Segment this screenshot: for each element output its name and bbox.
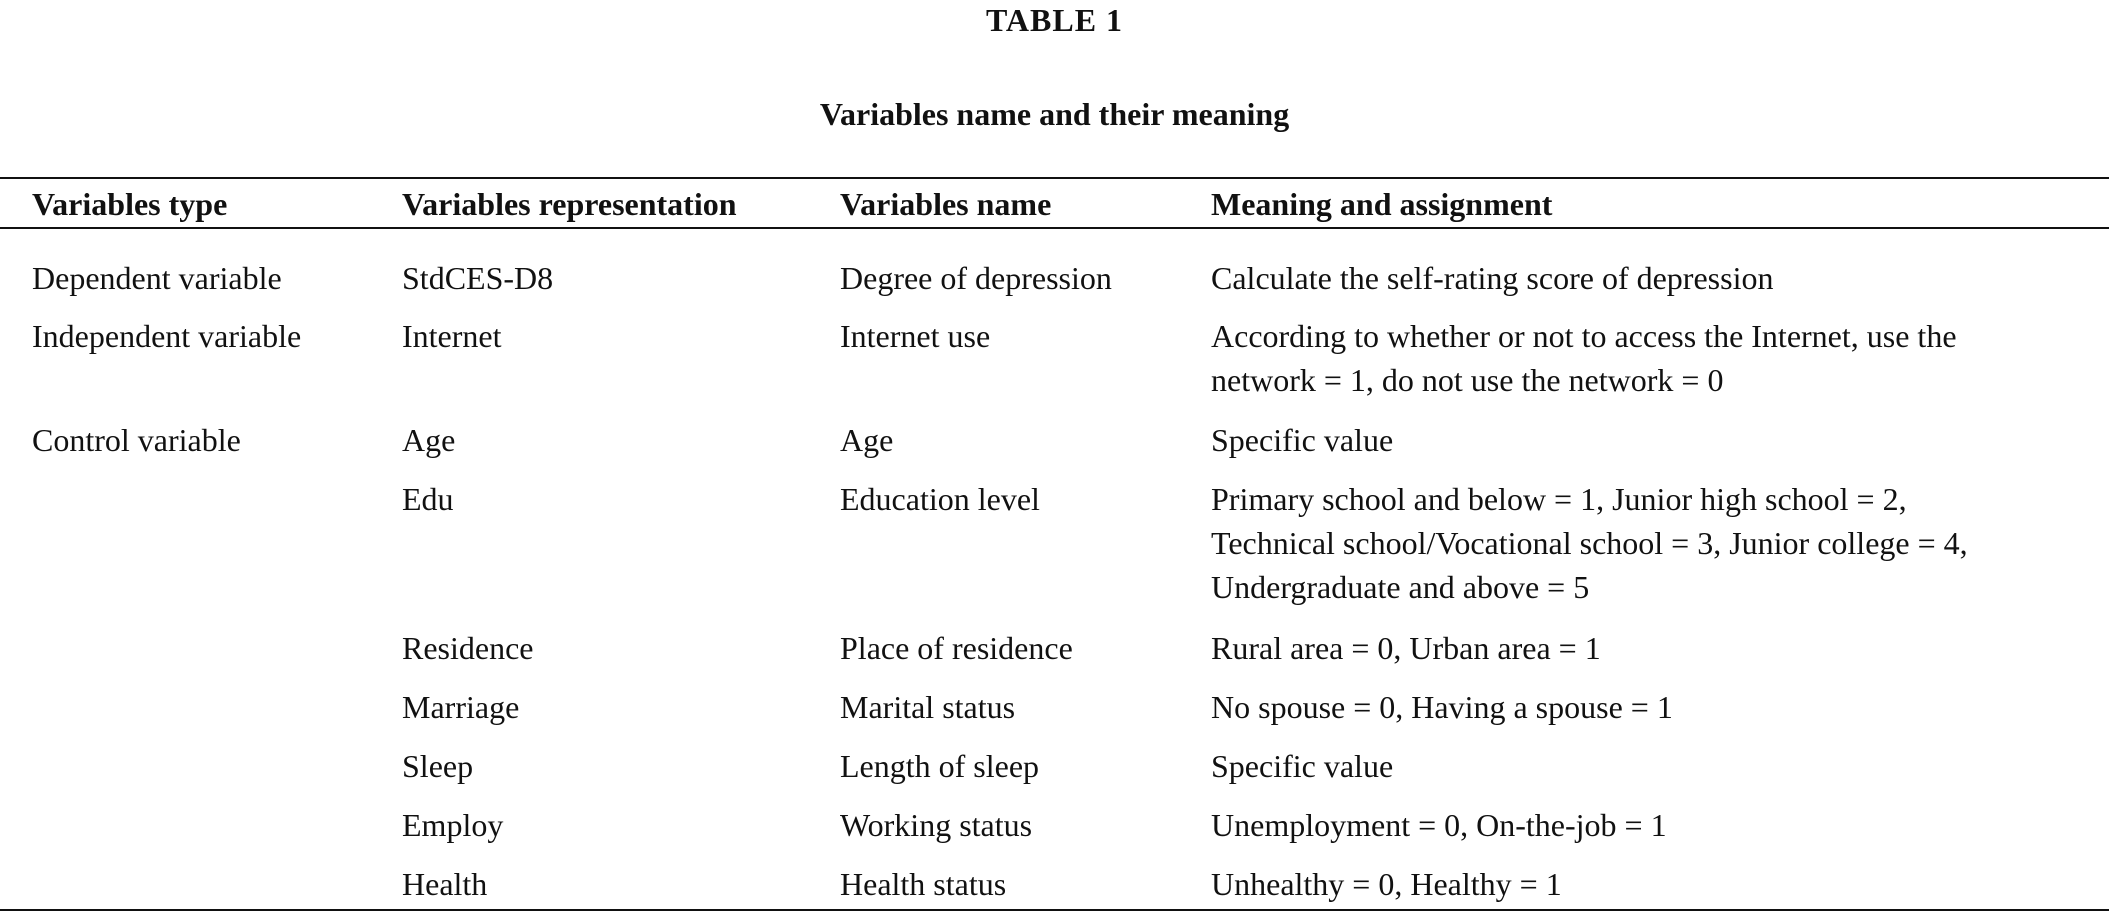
cell-meaning [1211, 477, 2091, 609]
cell-variables-name: Education level [840, 481, 1040, 517]
cell-variables-representation: Age [402, 422, 456, 458]
meaning-line: Unhealthy = 0, Healthy = 1 [1211, 866, 1562, 902]
cell-variables-representation: StdCES-D8 [402, 260, 554, 296]
header-meaning-and-assignment: Meaning and assignment [1211, 186, 1553, 222]
meaning-line: Specific value [1211, 748, 1394, 784]
table-bottom-rule [0, 909, 2109, 911]
table-header-rule [0, 227, 2109, 229]
meaning-line: network = 1, do not use the network = 0 [1211, 362, 1724, 398]
cell-variables-name: Age [840, 422, 894, 458]
cell-variables-representation: Sleep [402, 748, 474, 784]
cell-variables-name: Place of residence [840, 630, 1073, 666]
cell-meaning [1211, 256, 2091, 300]
cell-meaning [1211, 418, 2091, 462]
cell-variables-representation: Health [402, 866, 488, 902]
header-variables-representation: Variables representation [402, 186, 737, 222]
header-variables-name: Variables name [840, 186, 1052, 222]
cell-variables-representation: Edu [402, 481, 454, 517]
cell-variables-name: Degree of depression [840, 260, 1112, 296]
cell-variables-type: Control variable [32, 422, 241, 458]
cell-variables-type: Independent variable [32, 318, 302, 354]
cell-meaning [1211, 626, 2091, 670]
meaning-line: Calculate the self-rating score of depression [1211, 260, 1774, 296]
cell-variables-type: Dependent variable [32, 260, 282, 296]
header-variables-type: Variables type [32, 186, 228, 222]
cell-variables-representation: Residence [402, 630, 534, 666]
cell-meaning [1211, 744, 2091, 788]
cell-variables-representation: Internet [402, 318, 502, 354]
cell-meaning [1211, 803, 2091, 847]
cell-meaning [1211, 685, 2091, 729]
cell-meaning [1211, 862, 2091, 906]
meaning-line: Specific value [1211, 422, 1394, 458]
table-label: TABLE 1 [985, 2, 1124, 38]
table-top-rule [0, 177, 2109, 179]
meaning-line: Undergraduate and above = 5 [1211, 569, 1590, 605]
cell-variables-representation: Marriage [402, 689, 520, 725]
meaning-line: No spouse = 0, Having a spouse = 1 [1211, 689, 1673, 725]
meaning-line: According to whether or not to access the Internet, use the [1211, 318, 1957, 354]
meaning-line: Technical school/Vocational school = 3, Junior college = 4, [1211, 525, 1968, 561]
cell-variables-name: Marital status [840, 689, 1016, 725]
table-caption: Variables name and their meaning [819, 96, 1290, 132]
table-header-row [0, 185, 2109, 223]
cell-variables-name: Health status [840, 866, 1007, 902]
cell-variables-representation: Employ [402, 807, 504, 843]
cell-variables-name: Internet use [840, 318, 991, 354]
cell-meaning [1211, 314, 2091, 402]
meaning-line: Rural area = 0, Urban area = 1 [1211, 630, 1601, 666]
meaning-line: Primary school and below = 1, Junior high school = 2, [1211, 481, 1907, 517]
cell-variables-name: Working status [840, 807, 1033, 843]
cell-variables-name: Length of sleep [840, 748, 1040, 784]
meaning-line: Unemployment = 0, On-the-job = 1 [1211, 807, 1667, 843]
